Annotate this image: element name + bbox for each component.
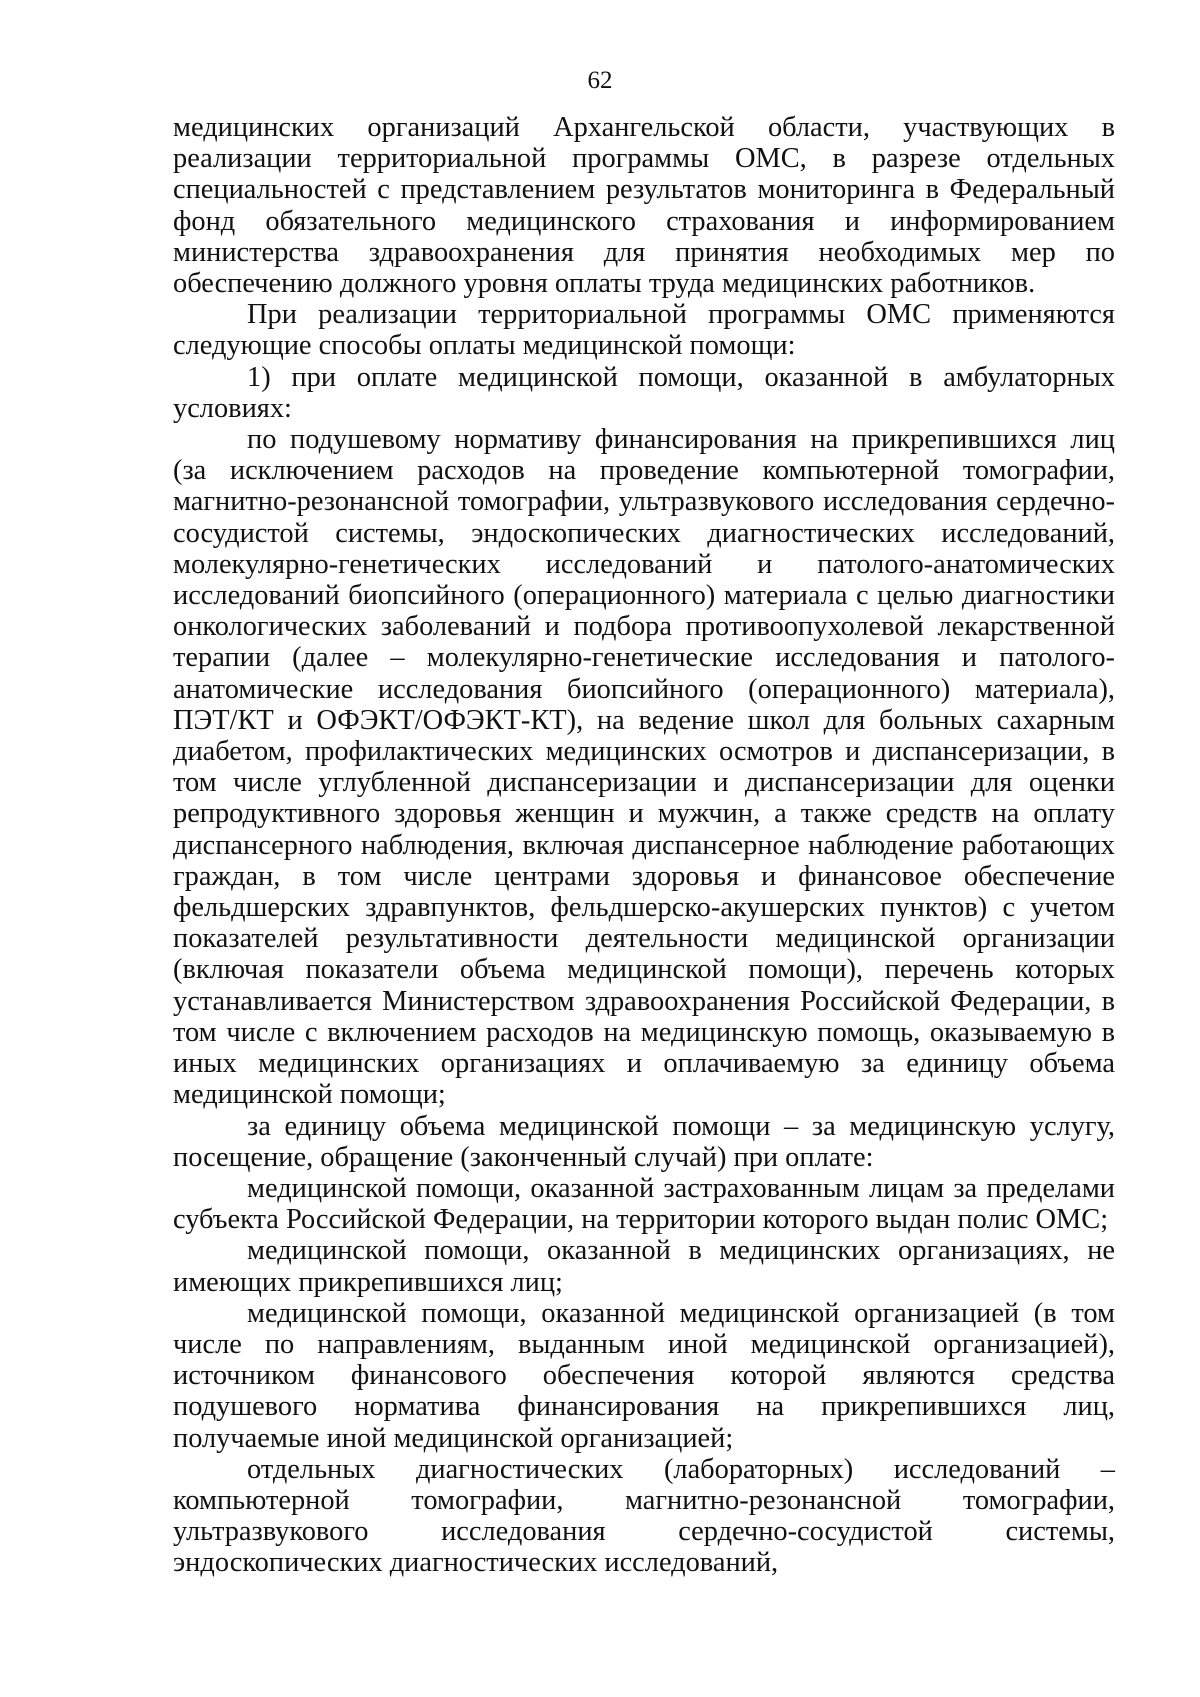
- paragraph-diagnostic-studies: отдельных диагностических (лабораторных) исследований – компьютерной томографии, магнитно-резонансной томографии, ультразвукового исследования сердечно-сосудистой системы, эндоскопических диагностических исследований,: [173, 1453, 1115, 1579]
- paragraph-insured-outside-region: медицинской помощи, оказанной застрахованным лицам за пределами субъекта Российской Федерации, на территории которого выдан полис ОМС;: [173, 1172, 1115, 1236]
- paragraph-referrals: медицинской помощи, оказанной медицинской организацией (в том числе по направлениям, выданным иной медицинской организацией), источником финансового обеспечения которой являются средства подушевого норматива финансирования на прикрепившихся лиц, получаемые иной медицинской организацией;: [173, 1297, 1115, 1454]
- paragraph-per-capita-norm: по подушевому нормативу финансирования на прикрепившихся лиц (за исключением расходов на проведение компьютерной томографии, магнитно-резонансной томографии, ультразвукового исследования сердечно-сосудистой системы, эндоскопических диагностических исследований, молекулярно-генетических исследований и патолого-анатомических исследований биопсийного (операционного) материала с целью диагностики онкологических заболеваний и подбора противоопухолевой лекарственной терапии (далее – молекулярно-генетические исследования и патолого-анатомические исследования биопсийного (операционного) материала), ПЭТ/КТ и ОФЭКТ/ОФЭКТ-КТ), на ведение школ для больных сахарным диабетом, профилактических медицинских осмотров и диспансеризации, в том числе углубленной диспансеризации и диспансеризации для оценки репродуктивного здоровья женщин и мужчин, а также средств на оплату диспансерного наблюдения, включая диспансерное наблюдение работающих граждан, в том числе центрами здоровья и финансовое обеспечение фельдшерских здравпунктов, фельдшерско-акушерских пунктов) с учетом показателей результативности деятельности медицинской организации (включая показатели объема медицинской помощи), перечень которых устанавливается Министерством здравоохранения Российской Федерации, в том числе с включением расходов на медицинскую помощь, оказываемую в иных медицинских организациях и оплачиваемую за единицу объема медицинской помощи;: [173, 424, 1115, 1111]
- page-number: 62: [587, 67, 613, 94]
- paragraph-no-attached-persons: медицинской помощи, оказанной в медицинских организациях, не имеющих прикрепившихся лиц;: [173, 1235, 1115, 1298]
- paragraph-payment-methods-intro: При реализации территориальной программы ОМС применяются следующие способы оплаты медицинской помощи:: [173, 299, 1115, 362]
- paragraph-unit-of-volume: за единицу объема медицинской помощи – за медицинскую услугу, посещение, обращение (законченный случай) при оплате:: [173, 1110, 1115, 1173]
- paragraph-outpatient-heading: 1) при оплате медицинской помощи, оказанной в амбулаторных условиях:: [173, 361, 1115, 424]
- paragraph-continuation: медицинских организаций Архангельской области, участвующих в реализации территориальной программы ОМС, в разрезе отдельных специальностей с представлением результатов мониторинга в Федеральный фонд обязательного медицинского страхования и информированием министерства здравоохранения для принятия необходимых мер по обеспечению должного уровня оплаты труда медицинских работников.: [173, 112, 1115, 300]
- document-body: [173, 112, 1115, 1579]
